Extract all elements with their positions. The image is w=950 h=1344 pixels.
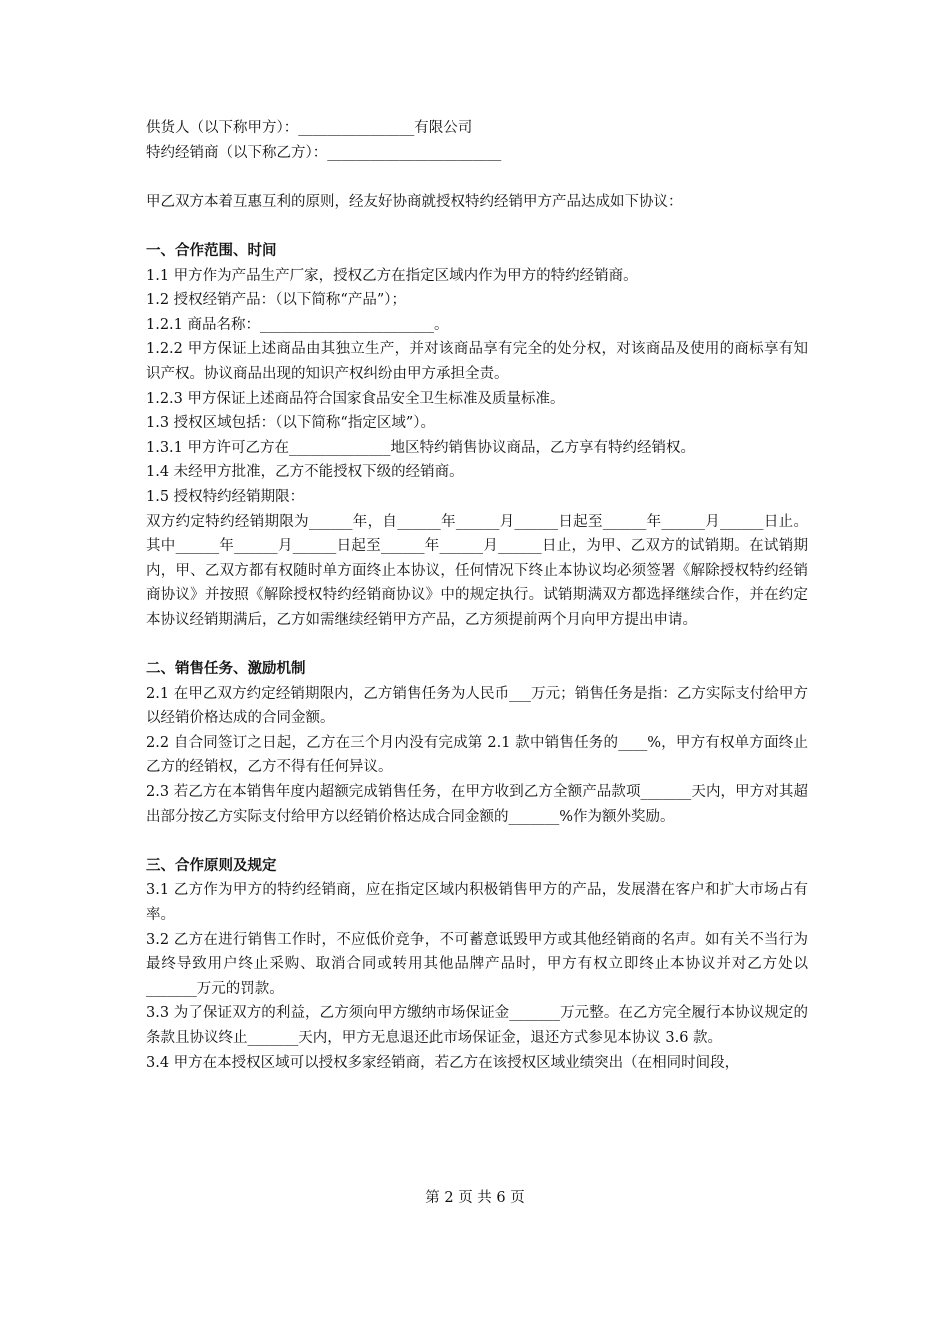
clause-1-5: 1.5 授权特约经销期限： [146, 488, 305, 505]
clause-1-2: 1.2 授权经销产品：（以下简称“产品”）； [146, 292, 406, 309]
section-3-heading: 三、合作原则及规定 [146, 856, 277, 874]
document-body [146, 116, 808, 1075]
clause-3-2: 3.2 乙方在进行销售工作时，不应低价竞争，不可蓄意诋毁甲方或其他经销商的名声。如有关不当行为最终导致用户终止采购、取消合同或转用其他品牌产品时，甲方有权立即终止本协议并对乙方处以_______万元的罚款。 [146, 931, 808, 997]
clause-3-4: 3.4 甲方在本授权区域可以授权多家经销商，若乙方在该授权区域业绩突出（在相同时间段， [146, 1054, 740, 1071]
clause-1-2-1: 1.2.1 商品名称：________________________。 [146, 316, 449, 333]
supplier-line: 供货人（以下称甲方）：________________有限公司 [146, 120, 473, 136]
clause-1-2-2: 1.2.2 甲方保证上述商品由其独立生产，并对该商品享有完全的处分权，对该商品及使用的商标享有知识产权。协议商品出现的知识产权纠纷由甲方承担全责。 [146, 341, 808, 382]
spacer [146, 214, 808, 239]
clause-1-3-1: 1.3.1 甲方许可乙方在______________地区特约销售协议商品，乙方享有特约经销权。 [146, 439, 696, 456]
clause-3-3: 3.3 为了保证双方的利益，乙方须向甲方缴纳市场保证金_______万元整。在乙方完全履行本协议规定的条款且协议终止_______天内，甲方无息退还此市场保证金，退还方式参见本协议 3.6 款。 [146, 1005, 808, 1046]
clause-1-4: 1.4 未经甲方批准，乙方不能授权下级的经销商。 [146, 464, 464, 481]
clause-2-1: 2.1 在甲乙双方约定经销期限内，乙方销售任务为人民币___万元；销售任务是指：乙方实际支付给甲方以经销价格达成的合同金额。 [146, 685, 808, 727]
spacer [146, 165, 808, 190]
clause-3-1: 3.1 乙方作为甲方的特约经销商，应在指定区域内积极销售甲方的产品，发展潜在客户和扩大市场占有率。 [146, 882, 808, 923]
spacer [146, 829, 808, 854]
clause-1-1: 1.1 甲方作为产品生产厂家，授权乙方在指定区域内作为甲方的特约经销商。 [146, 267, 638, 284]
dealer-line: 特约经销商（以下称乙方）：________________________ [146, 144, 502, 161]
section-2-heading: 二、销售任务、激励机制 [146, 660, 306, 678]
clause-2-2: 2.2 自合同签订之日起，乙方在三个月内没有完成第 2.1 款中销售任务的____%，甲方有权单方面终止乙方的经销权，乙方不得有任何异议。 [146, 734, 808, 776]
clause-2-3: 2.3 若乙方在本销售年度内超额完成销售任务，在甲方收到乙方全额产品款项_______天内，甲方对其超出部分按乙方实际支付给甲方以经销价格达成合同金额的_______%作为额外奖励。 [146, 784, 808, 825]
section-1-heading: 一、合作范围、时间 [146, 241, 277, 259]
clause-1-3: 1.3 授权区域包括：（以下简称“指定区域”）。 [146, 415, 435, 432]
spacer [146, 632, 808, 657]
clause-1-5-body: 双方约定特约经销期限为______年，自______年______月______日起至______年______月______日止。其中______年______月______日起至______年______月______日止，为甲、乙双方的试销期。在试销期内，甲、乙双方都有权随时单方面终止本协议，任何情况下终止本协议均必须签署《解除授权特约经销商协议》并按照《解除授权特约经销商协议》中的规定执行。试销期满双方都选择继续合作，并在约定本协议经销期满后，乙方如需继续经销甲方产品，乙方须提前两个月向甲方提出申请。 [146, 513, 808, 628]
intro-paragraph: 甲乙双方本着互惠互利的原则，经友好协商就授权特约经销甲方产品达成如下协议： [146, 193, 683, 210]
clause-1-2-3: 1.2.3 甲方保证上述商品符合国家食品安全卫生标准及质量标准。 [146, 390, 565, 407]
page-number-footer: 第 2 页 共 6 页 [425, 1190, 525, 1206]
